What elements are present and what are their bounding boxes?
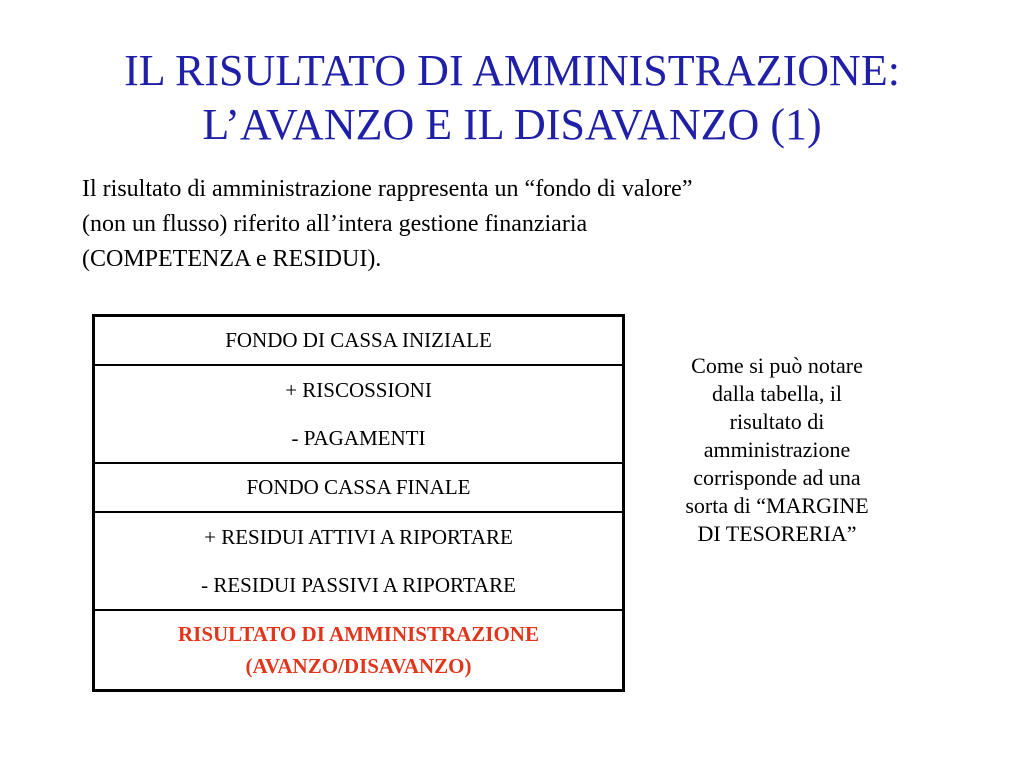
cell-fondo-cassa-finale: FONDO CASSA FINALE bbox=[94, 463, 624, 512]
result-table bbox=[92, 314, 625, 692]
note-line-5: corrisponde ad una bbox=[693, 465, 861, 490]
note-line-2: dalla tabella, il bbox=[711, 381, 843, 406]
table-row bbox=[94, 610, 624, 691]
cell-movimenti-cassa bbox=[94, 365, 624, 463]
cell-fondo-cassa-iniziale: FONDO DI CASSA INIZIALE bbox=[94, 316, 624, 366]
table-row bbox=[94, 512, 624, 610]
intro-line-2: (non un flusso) riferito all’intera gestione finanziaria bbox=[82, 211, 588, 237]
cell-pagamenti: - PAGAMENTI bbox=[291, 426, 426, 450]
cell-risultato-amministrazione bbox=[94, 610, 624, 691]
result-line-2: (AVANZO/DISAVANZO) bbox=[245, 654, 472, 678]
slide-title bbox=[0, 44, 1024, 152]
note-line-3: risultato di bbox=[729, 409, 825, 434]
cell-riscossioni: + RISCOSSIONI bbox=[285, 378, 432, 402]
table-row bbox=[94, 316, 624, 366]
slide-title-line-1: IL RISULTATO DI AMMINISTRAZIONE: bbox=[124, 46, 900, 95]
intro-paragraph bbox=[82, 172, 942, 277]
intro-line-1: Il risultato di amministrazione rappresenta un “fondo di valore” bbox=[82, 176, 693, 202]
cell-residui-attivi: + RESIDUI ATTIVI A RIPORTARE bbox=[204, 525, 513, 549]
note-line-7: DI TESORERIA” bbox=[697, 521, 857, 546]
note-line-1: Come si può notare bbox=[691, 353, 863, 378]
cell-residui bbox=[94, 512, 624, 610]
side-note bbox=[652, 352, 902, 548]
table-row bbox=[94, 463, 624, 512]
table-row bbox=[94, 365, 624, 463]
intro-line-3: (COMPETENZA e RESIDUI). bbox=[82, 246, 382, 272]
cell-residui-passivi: - RESIDUI PASSIVI A RIPORTARE bbox=[201, 573, 516, 597]
note-line-6: sorta di “MARGINE bbox=[685, 493, 869, 518]
note-line-4: amministrazione bbox=[703, 437, 851, 462]
slide-title-line-2: L’AVANZO E IL DISAVANZO (1) bbox=[202, 100, 822, 149]
result-line-1: RISULTATO DI AMMINISTRAZIONE bbox=[178, 622, 539, 646]
